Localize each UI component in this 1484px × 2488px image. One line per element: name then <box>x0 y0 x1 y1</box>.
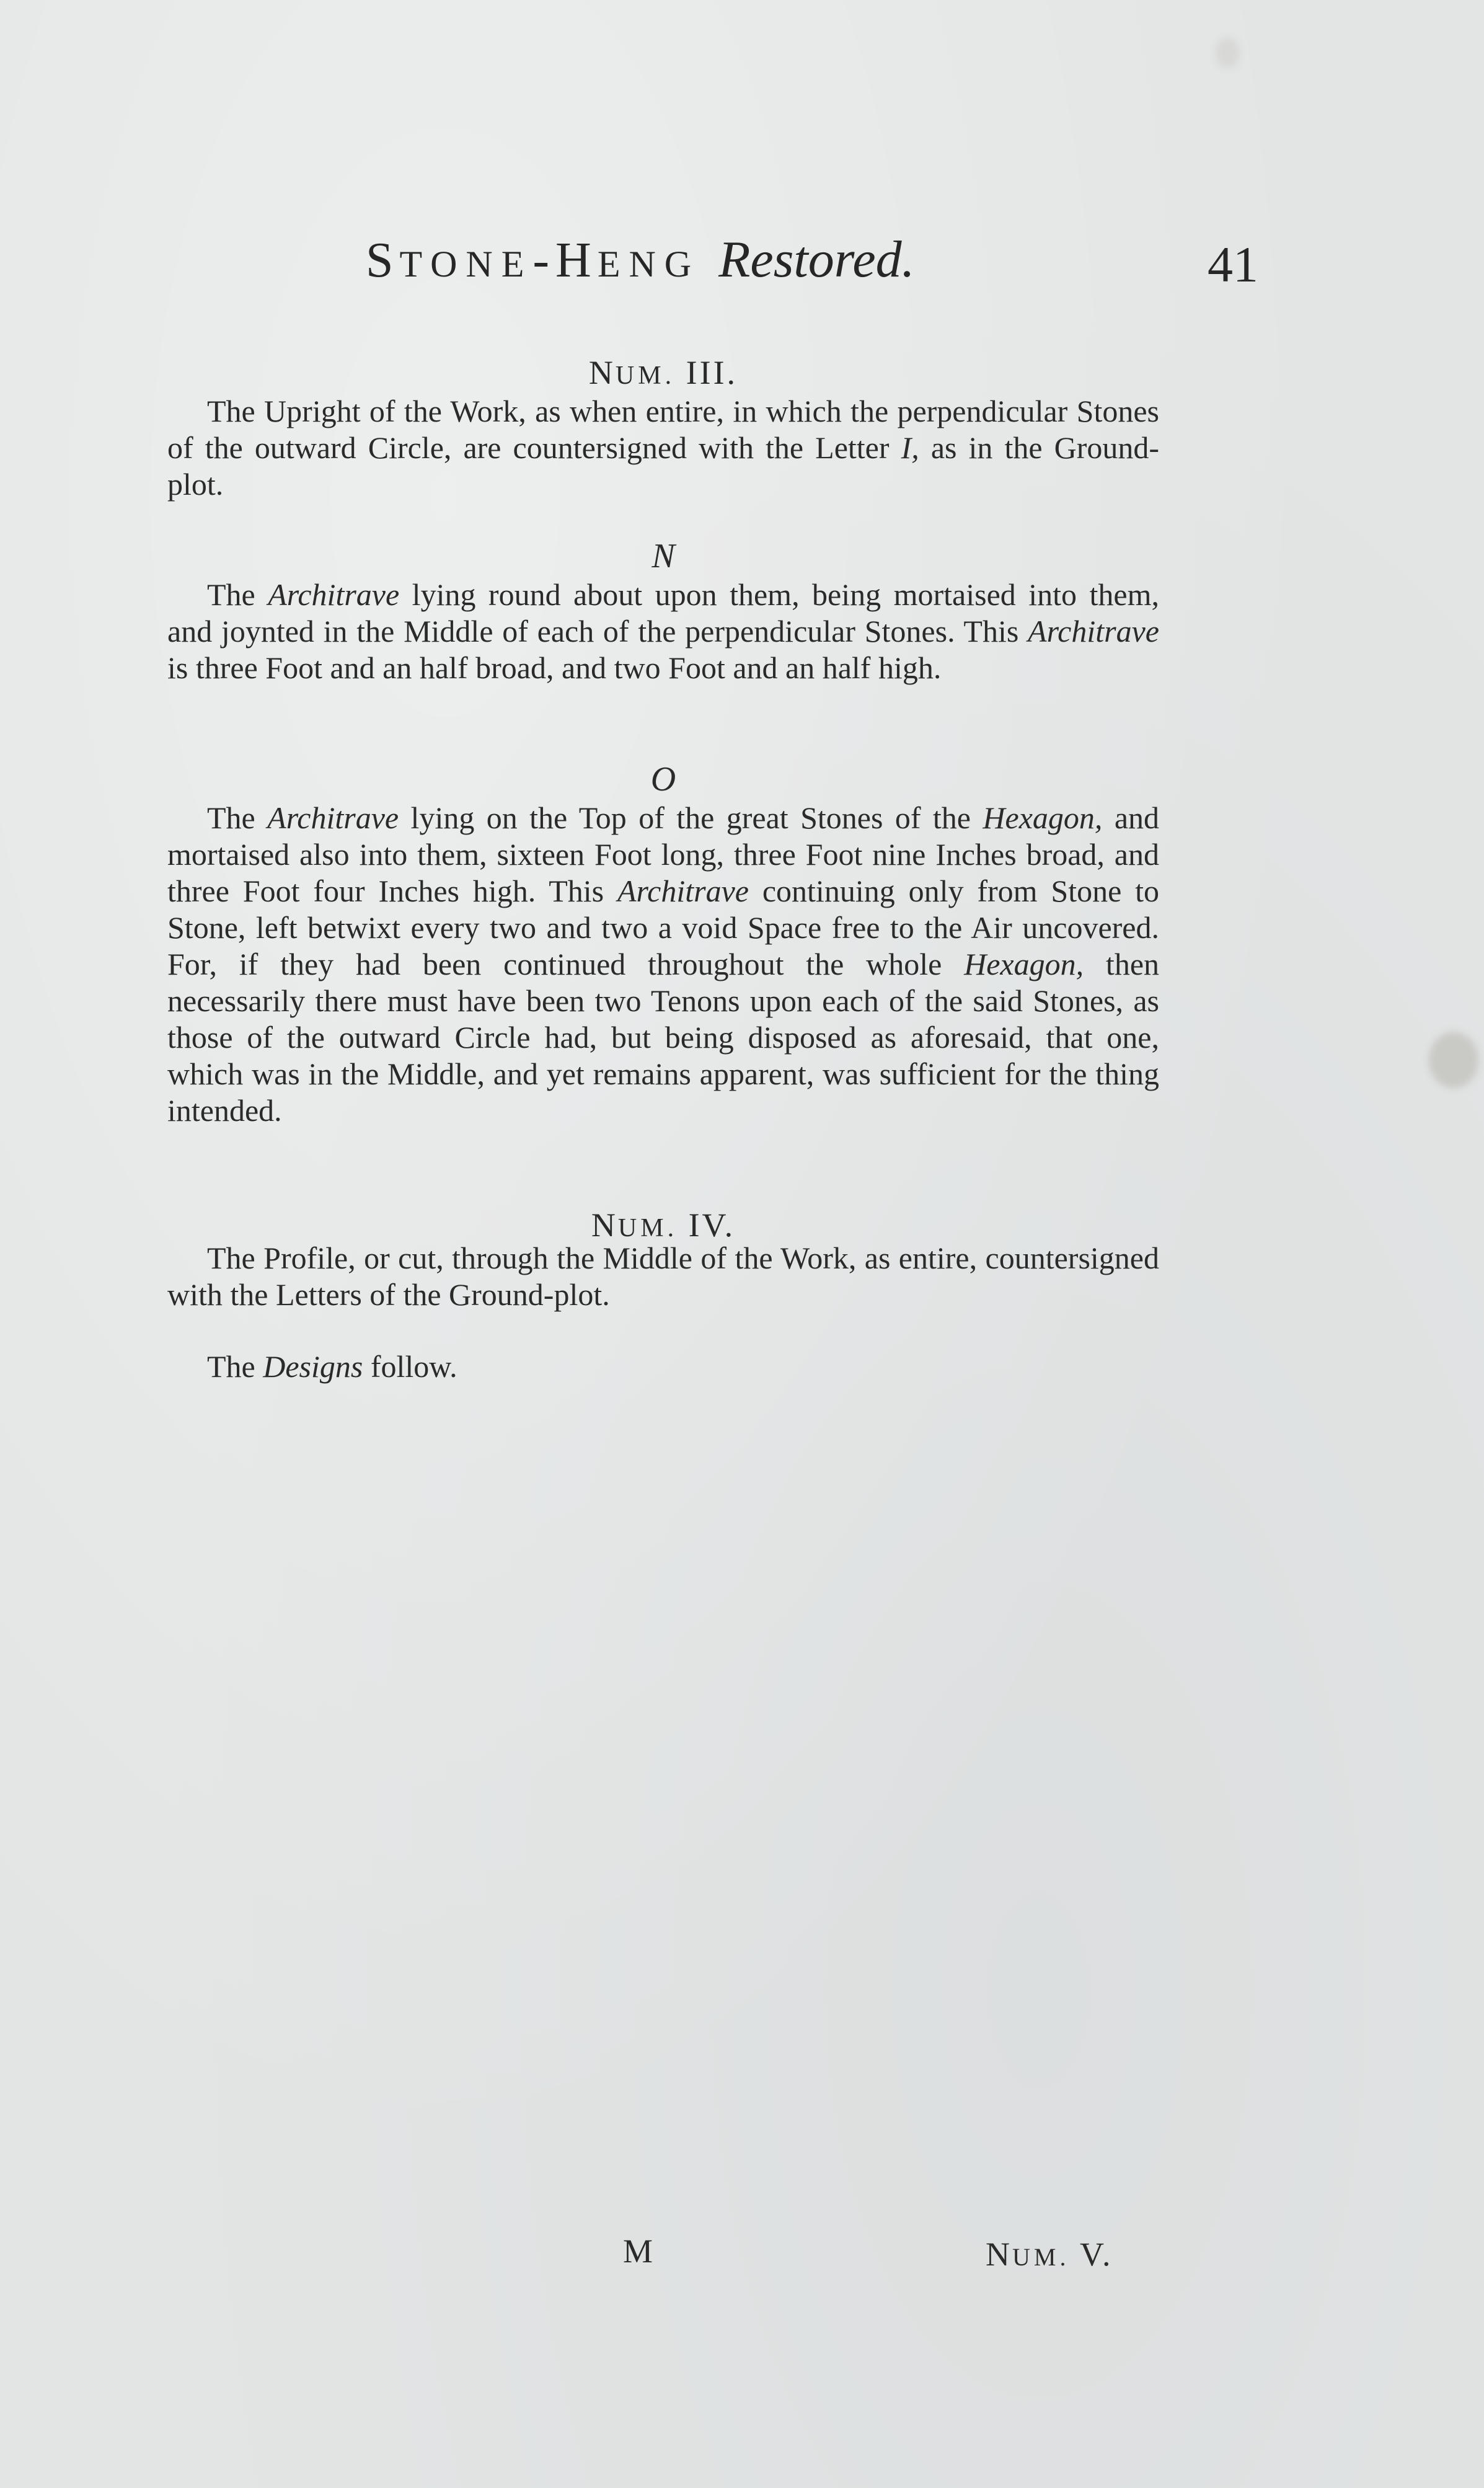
paragraph-o: The Architrave lying on the Top of the great Stones of the Hexagon, and mortaised also into them, sixteen Foot long, three Foot nine Inches broad, and three Foot four Inches high. This Architrave continuing only from Stone to Stone, left betwixt every two and two a void Space free to the Air uncovered. For, if they had been continued throughout the whole Hexagon, then necessarily there must have been two Tenons upon each of the said Stones, as those of the outward Circle had, but being disposed as aforesaid, that one, which was in the Middle, and yet remains apparent, was sufficient for the thing intended. <box>167 800 1160 1128</box>
page-number: 41 <box>1208 236 1258 293</box>
signature-mark: M <box>623 2233 653 2270</box>
section-heading-num-iv: NUM. IV. <box>591 1206 736 1244</box>
paragraph-n: The Architrave lying round about upon them, being mortaised into them, and joynted in the Middle of each of the perpendicular Stones. This Architrave is three Foot and an half broad, and two Foot and an half high. <box>167 577 1160 685</box>
section-heading-n: N <box>651 537 675 575</box>
foxing-stain <box>1215 37 1240 68</box>
section-heading-num-iii: NUM. III. <box>588 354 738 391</box>
running-title: STONE-HENG Restored. <box>366 231 915 288</box>
foxing-stain <box>1429 1032 1478 1088</box>
paragraph-designs: The Designs follow. <box>207 1349 457 1384</box>
section-heading-o: O <box>650 760 676 799</box>
paragraph-num-iv: The Profile, or cut, through the Middle of the Work, as entire, countersigned with the Letters of the Ground-plot. <box>167 1241 1159 1312</box>
catchword: NUM. V. <box>986 2236 1113 2273</box>
paragraph-num-iii: The Upright of the Work, as when entire, in which the perpendicular Stones of the outward Circle, are countersigned with the Letter I, as in the Ground-plot. <box>167 394 1160 502</box>
